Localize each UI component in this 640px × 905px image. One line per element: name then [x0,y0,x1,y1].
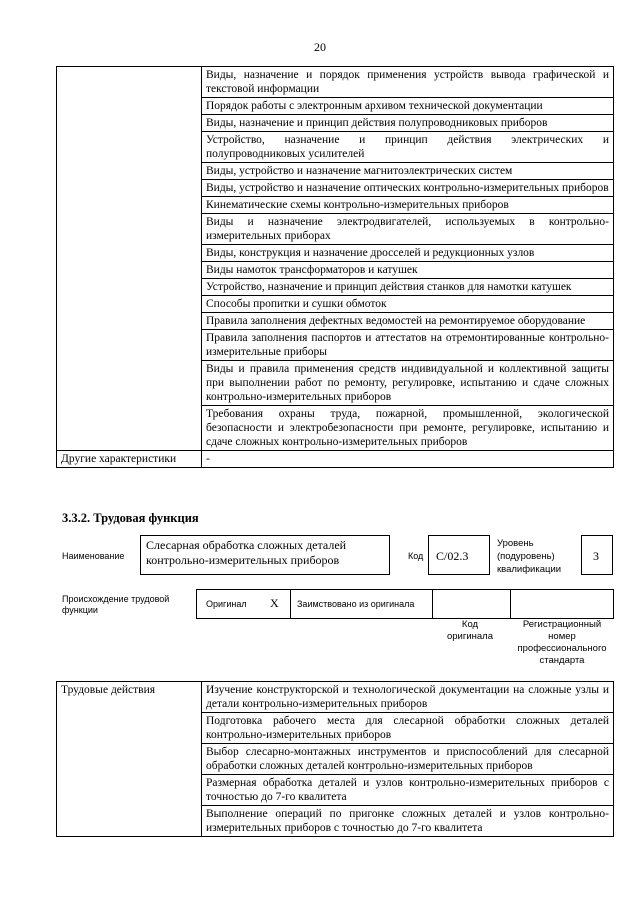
label-cell [57,67,202,451]
actions-label: Трудовые действия [57,682,202,837]
action-item: Выбор слесарно-монтажных инструментов и приспособлений для слесарной обработки сложных деталей контрольно-измерительных приборов [202,744,614,775]
knowledge-item: Устройство, назначение и принцип действия электрических и полупроводниковых усилителей [202,132,614,163]
knowledge-item: Виды, устройство и назначение магнитоэлектрических систем [202,163,614,180]
knowledge-item: Требования охраны труда, пожарной, промышленной, экологической безопасности и электробезопасности при ремонте, регулировке, испытанию и сдаче сложных контрольно-измерительных приборов [202,406,614,451]
knowledge-item: Виды и правила применения средств индивидуальной и коллективной защиты при выполнении работ по ремонту, регулировке, испытанию и сдаче сложных контрольно-измерительных приборов [202,361,614,406]
action-item: Выполнение операций по пригонке сложных деталей и узлов контрольно-измерительных приборов с точностью до 7-го квалитета [202,806,614,837]
knowledge-item: Виды намоток трансформаторов и катушек [202,262,614,279]
level-value: 3 [593,549,599,563]
level-label: Уровень (подуровень) квалификации [497,538,562,575]
action-item: Размерная обработка деталей и узлов контрольно-измерительных приборов с точностью до 7-го квалитета [202,775,614,806]
other-label: Другие характеристики [57,451,202,468]
knowledge-item: Устройство, назначение и принцип действия станков для намотки катушек [202,279,614,296]
knowledge-item: Виды, назначение и принцип действия полупроводниковых приборов [202,115,614,132]
page-number: 20 [314,40,326,54]
knowledge-item: Виды, конструкция и назначение дросселей и редукционных узлов [202,245,614,262]
knowledge-item: Правила заполнения дефектных ведомостей на ремонтируемое оборудование [202,313,614,330]
origin-label: Происхождение трудовой функции [62,594,170,615]
code-original-cell [432,589,511,619]
table-row [57,682,614,713]
knowledge-item: Порядок работы с электронным архивом технической документации [202,98,614,115]
action-item: Подготовка рабочего места для слесарной обработки сложных деталей контрольно-измерительных приборов [202,713,614,744]
actions-table [56,681,614,837]
original-label: Оригинал [206,599,247,609]
knowledge-item: Виды и назначение электродвигателей, используемых в контрольно-измерительных приборах [202,214,614,245]
knowledge-item: Виды, назначение и порядок применения устройств вывода графической и текстовой информации [202,67,614,98]
other-row [57,451,614,468]
action-item: Изучение конструкторской и технологической документации на сложные узлы и детали контрольно-измерительных приборов [202,682,614,713]
code-value: С/02.3 [436,549,469,563]
code-label: Код [408,551,424,561]
knowledge-item: Правила заполнения паспортов и аттестатов на отремонтированные контрольно-измерительные приборы [202,330,614,361]
knowledge-table [56,66,614,468]
name-value: Слесарная обработка сложных деталей контрольно-измерительных приборов [146,538,347,567]
original-mark: X [270,596,279,610]
code-original-label: Код оригинала [446,619,493,642]
reg-number-label: Регистрационный номер профессионального стандарта [517,619,607,666]
section-heading: 3.3.2. Трудовая функция [62,511,199,525]
name-label: Наименование [62,551,125,561]
table-row [57,67,614,98]
knowledge-item: Виды, устройство и назначение оптических контрольно-измерительных приборов [202,180,614,197]
knowledge-item: Кинематические схемы контрольно-измерительных приборов [202,197,614,214]
borrowed-label: Заимствовано из оригинала [297,599,415,609]
other-value: - [202,451,614,468]
knowledge-item: Способы пропитки и сушки обмоток [202,296,614,313]
